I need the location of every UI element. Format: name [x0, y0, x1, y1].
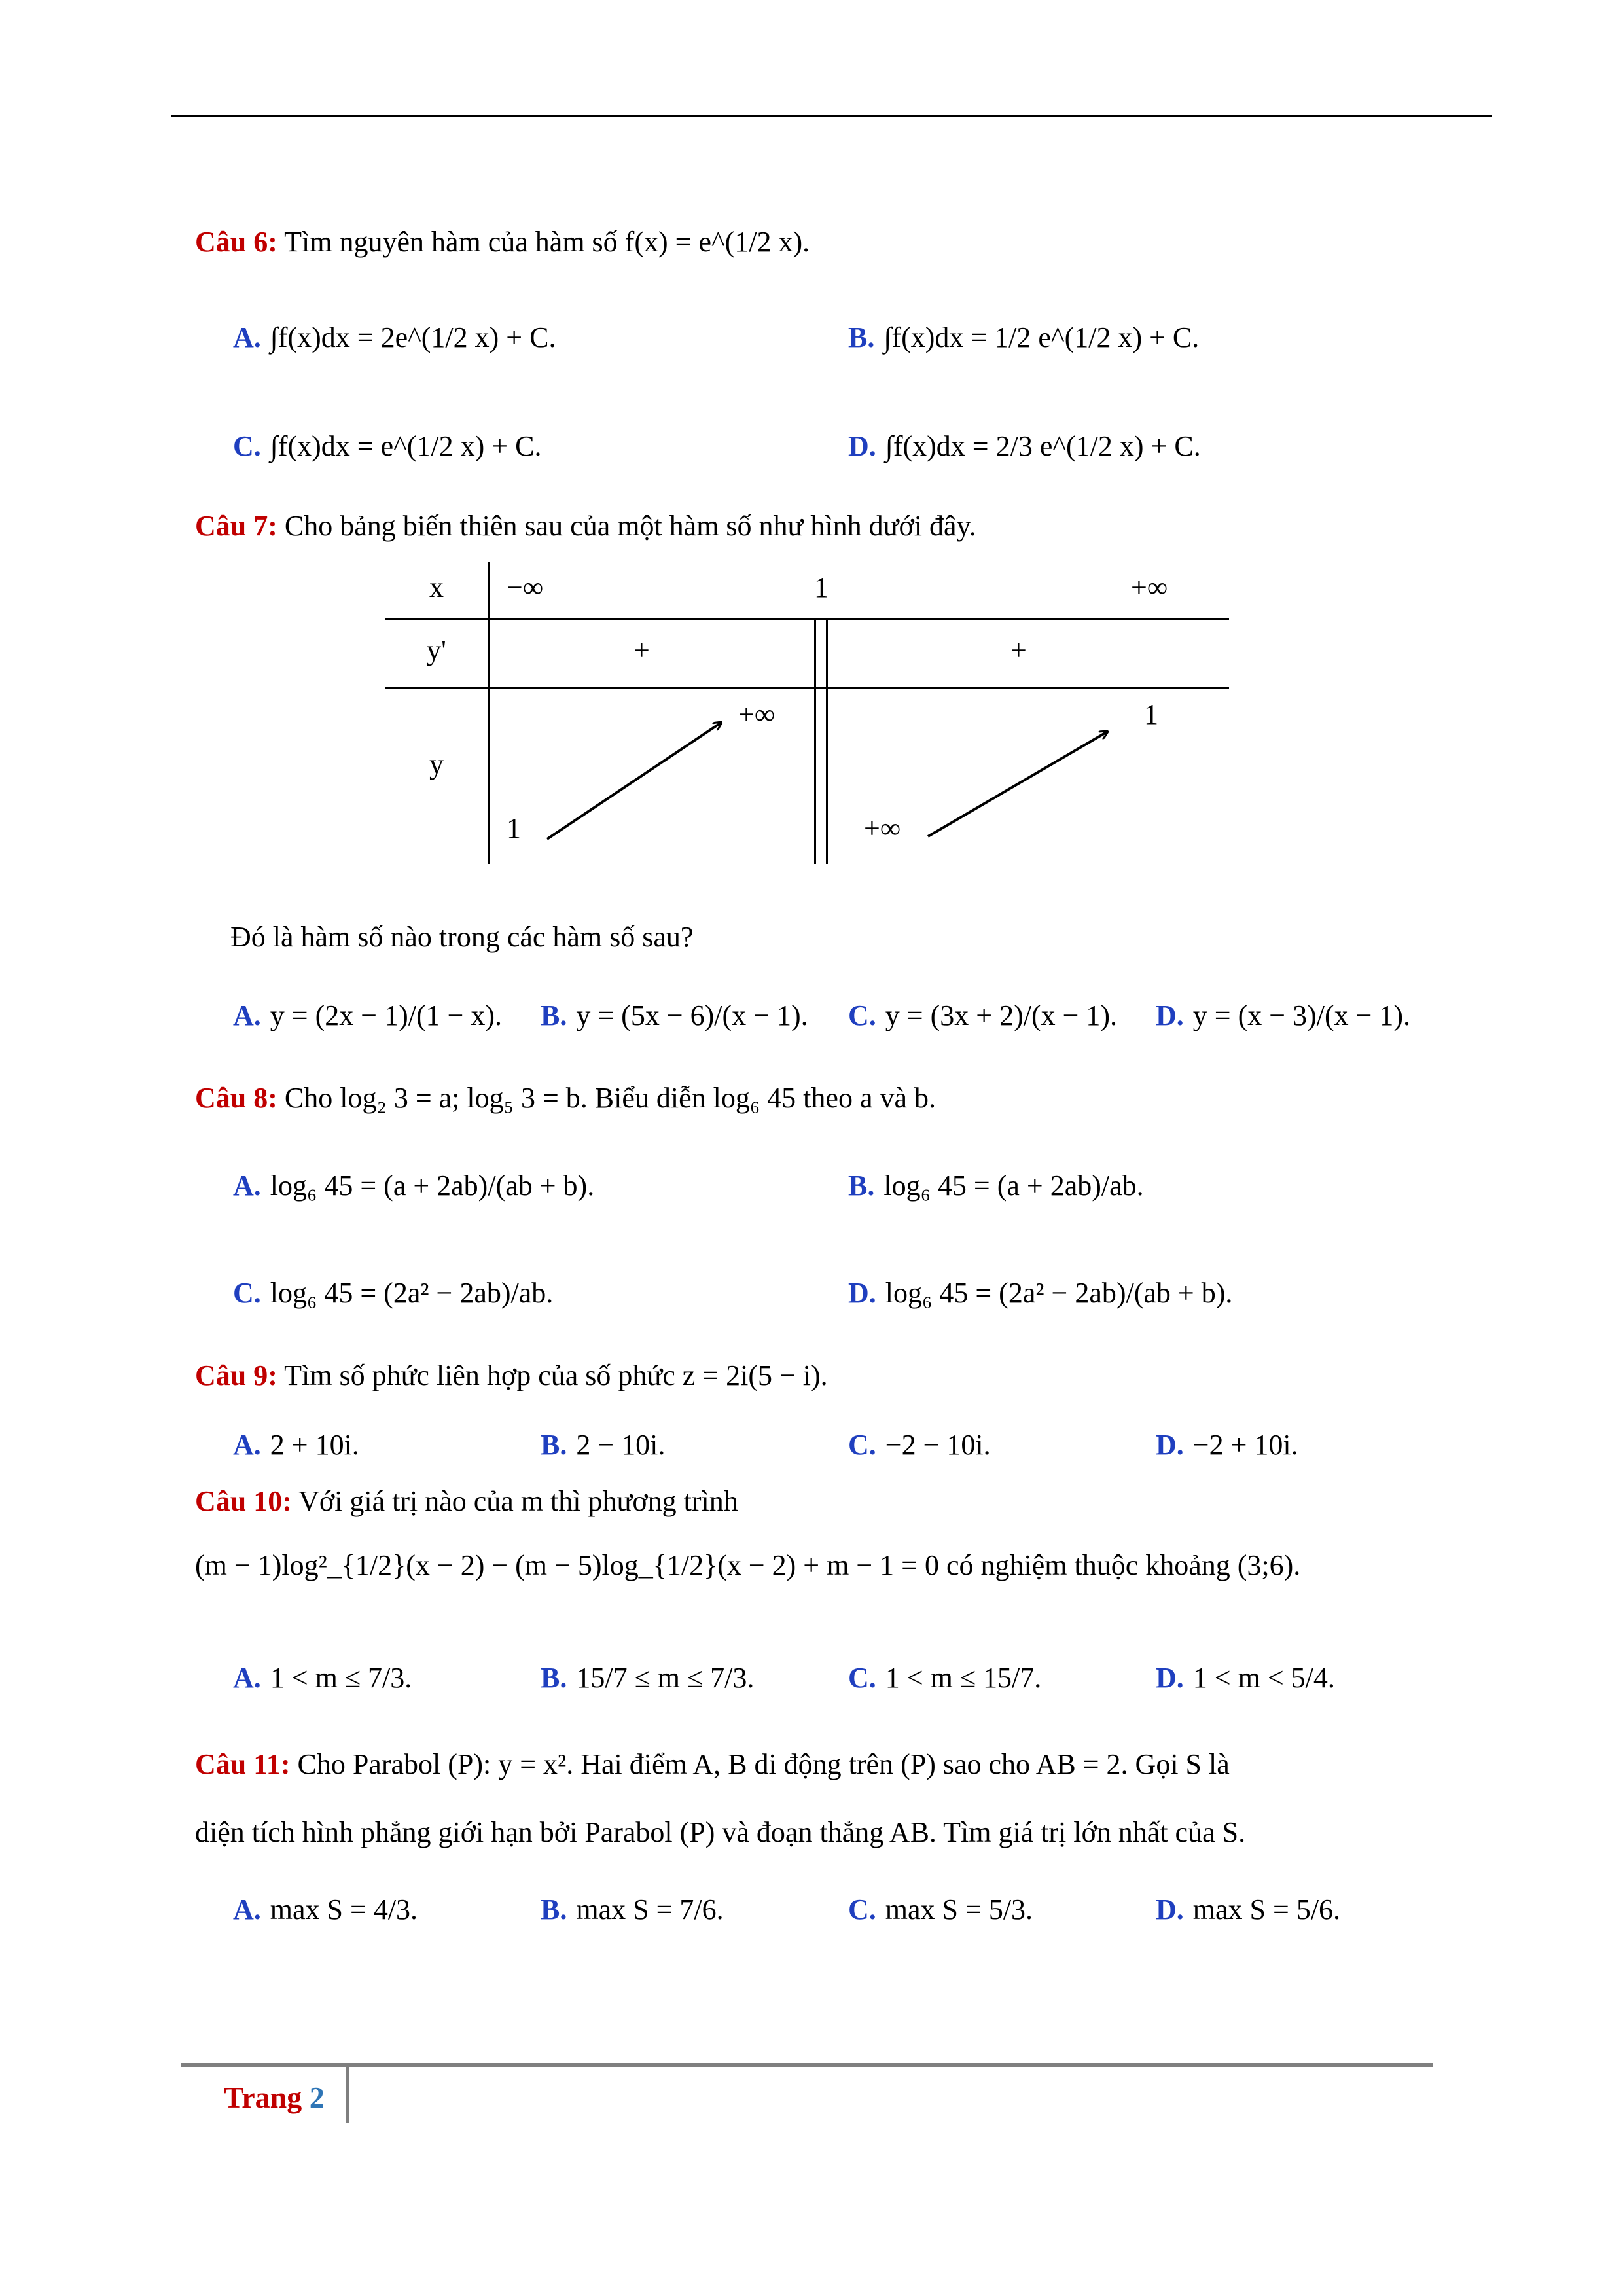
q6-option-c-label: C. — [233, 430, 261, 462]
q10-option-a-label: A. — [233, 1662, 261, 1694]
question-9 — [195, 1361, 828, 1390]
q9-option-a-expr: 2 + 10i. — [270, 1429, 359, 1461]
table-y-label: y — [429, 748, 444, 780]
question-11-text-2: diện tích hình phẳng giới hạn bởi Parabol (P) và đoạn thẳng AB. Tìm giá trị lớn nhất của S. — [195, 1816, 1246, 1848]
q8-option-a-expr: log₆ 45 = (a + 2ab)/(ab + b). — [270, 1170, 595, 1202]
question-7-label: Câu 7: — [195, 510, 277, 542]
q9-option-b[interactable] — [541, 1431, 665, 1460]
table-yprime-label: y' — [427, 634, 446, 666]
q9-option-b-expr: 2 − 10i. — [576, 1429, 666, 1461]
q7-option-a-label: A. — [233, 999, 261, 1031]
q7-option-c[interactable] — [848, 1001, 1117, 1030]
question-7-text: Cho bảng biến thiên sau của một hàm số như hình dưới đây. — [284, 510, 976, 542]
increasing-arrow-left — [547, 723, 721, 839]
question-6-label: Câu 6: — [195, 226, 277, 258]
table-y-right-start: +∞ — [864, 812, 901, 844]
q10-option-c[interactable] — [848, 1664, 1041, 1693]
q11-option-d[interactable] — [1156, 1895, 1340, 1924]
table-y-left-end: +∞ — [738, 698, 776, 730]
q7-option-d[interactable] — [1156, 1001, 1410, 1030]
q6-option-c-expr: ∫f(x)dx = e^(1/2 x) + C. — [270, 430, 542, 462]
q8-option-b-expr: log₆ 45 = (a + 2ab)/ab. — [883, 1170, 1144, 1202]
q7-option-b-label: B. — [541, 999, 567, 1031]
q8-option-c-expr: log₆ 45 = (2a² − 2ab)/ab. — [270, 1277, 554, 1309]
q6-option-d-label: D. — [848, 430, 876, 462]
q7-option-b[interactable] — [541, 1001, 808, 1030]
q11-option-a-expr: max S = 4/3. — [270, 1893, 418, 1926]
q11-option-a-label: A. — [233, 1893, 261, 1926]
question-8 — [195, 1084, 936, 1113]
question-11-text-1: Cho Parabol (P): y = x². Hai điểm A, B di động trên (P) sao cho AB = 2. Gọi S là — [297, 1748, 1230, 1780]
q8-option-d-expr: log₆ 45 = (2a² − 2ab)/(ab + b). — [885, 1277, 1233, 1309]
table-yprime-sign-left: + — [633, 634, 650, 666]
q9-option-d-expr: −2 + 10i. — [1192, 1429, 1298, 1461]
increasing-arrow-right — [928, 732, 1107, 836]
q11-option-b-expr: max S = 7/6. — [576, 1893, 724, 1926]
q6-option-b-expr: ∫f(x)dx = 1/2 e^(1/2 x) + C. — [883, 321, 1200, 353]
question-9-text: Tìm số phức liên hợp của số phức z = 2i(5 − i). — [284, 1359, 828, 1391]
q11-option-b-label: B. — [541, 1893, 567, 1926]
q9-option-c-expr: −2 − 10i. — [885, 1429, 991, 1461]
page-number — [224, 2080, 325, 2115]
question-8-text: Cho log₂ 3 = a; log₅ 3 = b. Biểu diễn log₆ 45 theo a và b. — [284, 1082, 936, 1114]
q11-option-c-label: C. — [848, 1893, 876, 1926]
q8-option-c-label: C. — [233, 1277, 261, 1309]
q7-prompt: Đó là hàm số nào trong các hàm số sau? — [230, 921, 694, 953]
q11-option-d-label: D. — [1156, 1893, 1184, 1926]
question-11 — [195, 1750, 1230, 1779]
question-8-label: Câu 8: — [195, 1082, 277, 1114]
q10-option-d-expr: 1 < m < 5/4. — [1192, 1662, 1335, 1694]
q7-option-d-expr: y = (x − 3)/(x − 1). — [1192, 999, 1411, 1031]
q6-option-a-expr: ∫f(x)dx = 2e^(1/2 x) + C. — [270, 321, 556, 353]
q11-option-d-expr: max S = 5/6. — [1192, 1893, 1341, 1926]
q7-option-c-expr: y = (3x + 2)/(x − 1). — [885, 999, 1118, 1031]
q10-option-d-label: D. — [1156, 1662, 1184, 1694]
q7-option-c-label: C. — [848, 999, 876, 1031]
q9-option-c[interactable] — [848, 1431, 991, 1460]
q6-option-a-label: A. — [233, 321, 261, 353]
table-yprime-sign-right: + — [1010, 634, 1027, 666]
question-10-label: Câu 10: — [195, 1485, 292, 1517]
question-11-label: Câu 11: — [195, 1748, 291, 1780]
q8-option-c[interactable] — [233, 1279, 553, 1308]
q6-option-d-expr: ∫f(x)dx = 2/3 e^(1/2 x) + C. — [885, 430, 1201, 462]
question-10 — [195, 1487, 738, 1516]
q10-option-b-label: B. — [541, 1662, 567, 1694]
q8-option-d-label: D. — [848, 1277, 876, 1309]
q11-option-b[interactable] — [541, 1895, 724, 1924]
q7-option-d-label: D. — [1156, 999, 1184, 1031]
q9-option-d-label: D. — [1156, 1429, 1184, 1461]
table-y-right-end: 1 — [1144, 698, 1158, 730]
question-10-text: Với giá trị nào của m thì phương trình — [298, 1485, 738, 1517]
q9-option-d[interactable] — [1156, 1431, 1298, 1460]
q10-option-c-label: C. — [848, 1662, 876, 1694]
q8-option-b[interactable] — [848, 1172, 1144, 1200]
footer-rule — [181, 2063, 1433, 2067]
q7-option-a-expr: y = (2x − 1)/(1 − x). — [270, 999, 503, 1031]
q11-option-a[interactable] — [233, 1895, 418, 1924]
q6-option-b-label: B. — [848, 321, 875, 353]
table-x-plus-inf: +∞ — [1131, 571, 1168, 603]
q9-option-a-label: A. — [233, 1429, 261, 1461]
q10-option-b[interactable] — [541, 1664, 754, 1693]
q7-option-a[interactable] — [233, 1001, 502, 1030]
q10-option-b-expr: 15/7 ≤ m ≤ 7/3. — [576, 1662, 755, 1694]
page-num: 2 — [309, 2081, 325, 2114]
q11-option-c-expr: max S = 5/3. — [885, 1893, 1033, 1926]
q10-option-c-expr: 1 < m ≤ 15/7. — [885, 1662, 1042, 1694]
q7-option-b-expr: y = (5x − 6)/(x − 1). — [576, 999, 808, 1031]
table-x-label: x — [429, 571, 444, 603]
q9-option-a[interactable] — [233, 1431, 359, 1460]
q9-option-c-label: C. — [848, 1429, 876, 1461]
q8-option-a[interactable] — [233, 1172, 594, 1200]
q10-option-a[interactable] — [233, 1664, 412, 1693]
q8-option-d[interactable] — [848, 1279, 1232, 1308]
table-x-one: 1 — [814, 571, 829, 603]
q11-option-c[interactable] — [848, 1895, 1033, 1924]
q10-equation: (m − 1)log²_{1/2}(x − 2) − (m − 5)log_{1/2}(x − 2) + m − 1 = 0 có nghiệm thuộc khoảng (3;6). — [195, 1549, 1301, 1581]
q10-option-d[interactable] — [1156, 1664, 1335, 1693]
question-6-text: Tìm nguyên hàm của hàm số f(x) = e^(1/2 x). — [284, 226, 810, 258]
table-y-left-start: 1 — [507, 812, 521, 844]
q8-option-a-label: A. — [233, 1170, 261, 1202]
page-word: Trang — [224, 2081, 302, 2114]
table-arrows — [0, 0, 1623, 916]
q10-option-a-expr: 1 < m ≤ 7/3. — [270, 1662, 412, 1694]
q9-option-b-label: B. — [541, 1429, 567, 1461]
q8-option-b-label: B. — [848, 1170, 875, 1202]
footer-vertical-rule — [346, 2063, 349, 2123]
question-9-label: Câu 9: — [195, 1359, 277, 1391]
table-x-minus-inf: −∞ — [507, 571, 544, 603]
